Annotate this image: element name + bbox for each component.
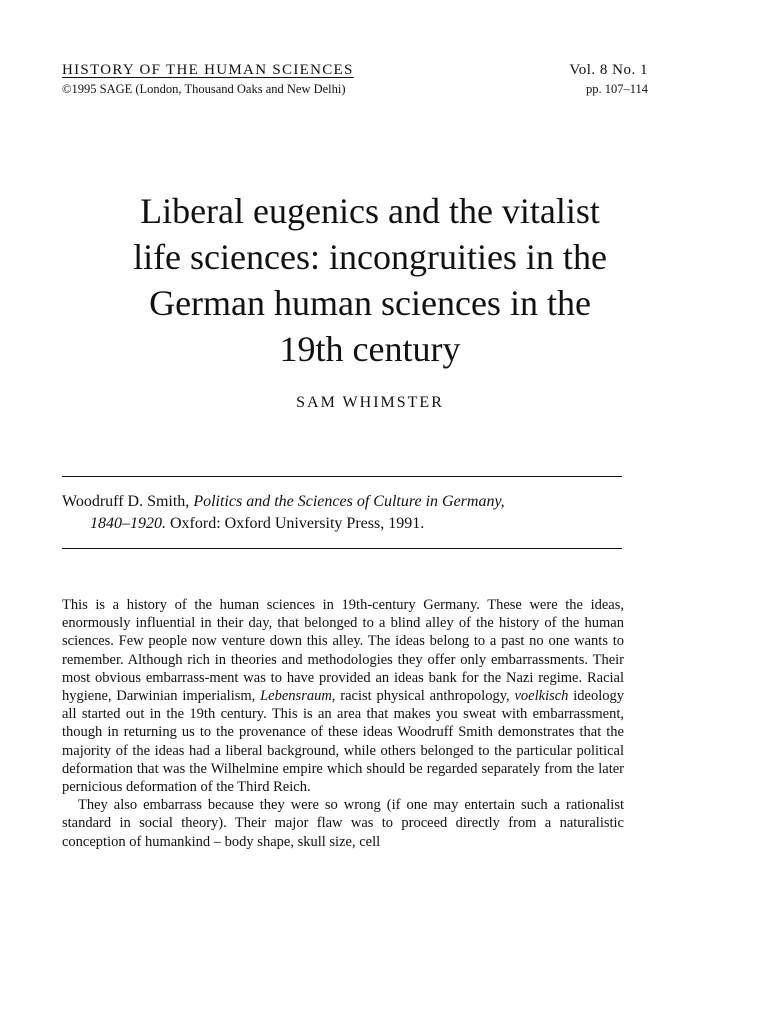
book-title: Politics and the Sciences of Culture in Germany, (193, 493, 505, 510)
article-body (62, 596, 624, 851)
paragraph (62, 596, 624, 796)
journal-name: HISTORY OF THE HUMAN SCIENCES (62, 62, 354, 78)
article-author: SAM WHIMSTER (296, 394, 444, 411)
book-publisher: Oxford: Oxford University Press, 1991. (170, 515, 425, 532)
title-line: Liberal eugenics and the vitalist (140, 191, 600, 231)
volume-number: Vol. 8 No. 1 (569, 62, 648, 78)
title-line: 19th century (279, 329, 461, 369)
paragraph-text: racist physical anthropology, (340, 688, 510, 705)
italic-term: Lebensraum, (260, 688, 336, 705)
divider-bottom (62, 548, 622, 549)
journal-header (62, 62, 648, 79)
publisher-line (62, 82, 648, 97)
page-range: pp. 107–114 (585, 82, 648, 96)
article-title (40, 188, 700, 372)
book-citation (62, 491, 642, 535)
title-line: life sciences: incongruities in the (133, 237, 607, 277)
paragraph: They also embarrass because they were so wrong (if one may entertain such a rationalist standard in social theory). Their major flaw was to proceed directly from a naturalistic conception of humankind – body shape, skull size, cell (62, 797, 624, 850)
paragraph-text: ideology all started out in the 19th century. This is an area that makes you sweat with embarrassment, though in returning us to the provenance of these ideas Woodruff Smith demonstrates that the majority of the ideas had a liberal background, while others belonged to the particular political deformation that was the Wilhelmine empire which should be regarded separately from the later pernicious deformation of the Third Reich. (62, 688, 625, 796)
divider-top (62, 476, 622, 477)
italic-term: voelkisch (514, 688, 569, 705)
book-years: 1840–1920. (90, 515, 166, 532)
paragraph-text: This is a history of the human sciences in 19th-century Germany. These were the ideas, enormously influential in their day, that belonged to a blind alley of the history of the human sciences. Few people now venture down this alley. The ideas belong to a past no one wants to remember. Although rich in theories and methodologies they offer only embarrassments. Their most obvious embarrass-ment was to have provided an ideas bank for the Nazi regime. Racial hygiene, Darwinian imperialism, (62, 597, 624, 705)
title-line: German human sciences in the (149, 283, 591, 323)
book-author: Woodruff D. Smith, (62, 493, 190, 510)
citation-line-2 (62, 513, 642, 535)
copyright-notice: ©1995 SAGE (London, Thousand Oaks and New Delhi) (62, 82, 346, 96)
